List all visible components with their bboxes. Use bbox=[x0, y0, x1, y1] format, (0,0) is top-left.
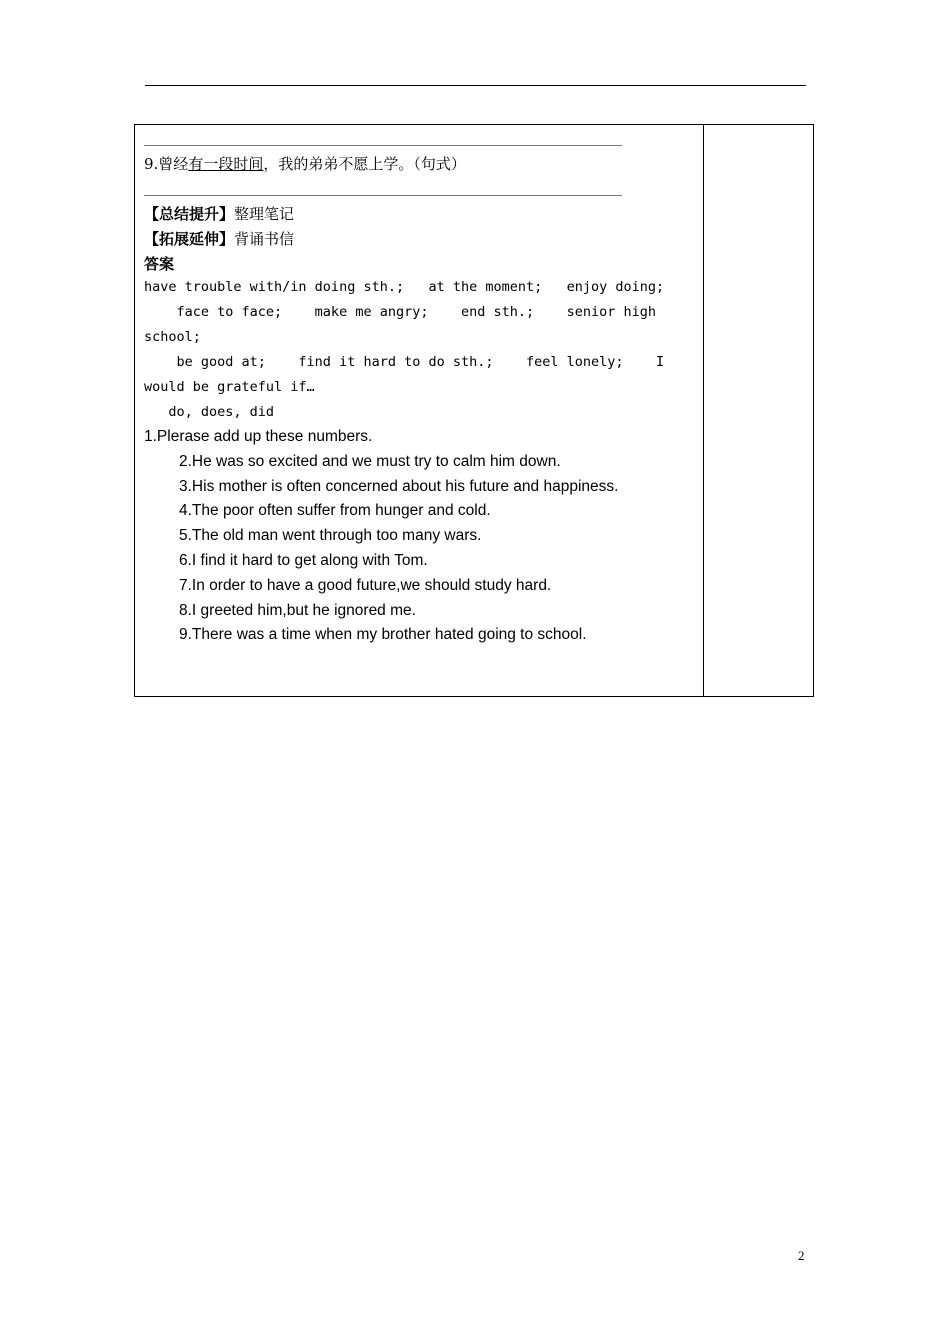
extension-line bbox=[144, 228, 294, 249]
phrase-line: do, does, did bbox=[144, 404, 275, 420]
phrase-line: have trouble with/in doing sth.; at the moment; enjoy doing; bbox=[144, 279, 665, 295]
summary-text: 整理笔记 bbox=[234, 205, 295, 223]
phrase-line: school; bbox=[144, 329, 201, 345]
summary-label: 【总结提升】 bbox=[144, 205, 235, 223]
summary-line bbox=[144, 203, 294, 224]
column-divider bbox=[703, 125, 704, 696]
sentence-item: 9.There was a time when my brother hated going to school. bbox=[179, 626, 587, 643]
extension-text: 背诵书信 bbox=[234, 230, 295, 248]
phrase-line: would be grateful if… bbox=[144, 379, 315, 395]
sentence-item: 7.In order to have a good future,we should study hard. bbox=[179, 577, 552, 594]
question-underlined: 有一段时间 bbox=[188, 155, 264, 173]
extension-label: 【拓展延伸】 bbox=[144, 230, 235, 248]
header-rule bbox=[145, 85, 806, 86]
sentence-item: 3.His mother is often concerned about his future and happiness. bbox=[179, 478, 619, 495]
sentence-item: 4.The poor often suffer from hunger and cold. bbox=[179, 502, 491, 519]
sentence-item: 5.The old man went through too many wars. bbox=[179, 527, 482, 544]
sentence-item: 8.I greeted him,but he ignored me. bbox=[179, 602, 416, 619]
answer-blank-line bbox=[144, 145, 622, 146]
question-9 bbox=[144, 153, 466, 174]
answer-title: 答案 bbox=[144, 255, 175, 273]
question-suffix: ，我的弟弟不愿上学。（句式） bbox=[263, 155, 466, 173]
sentence-item: 2.He was so excited and we must try to calm him down. bbox=[179, 453, 561, 470]
sentence-item: 1.Plerase add up these numbers. bbox=[144, 428, 373, 445]
answer-blank-line bbox=[144, 195, 622, 196]
content-table bbox=[134, 124, 814, 697]
sentence-item: 6.I find it hard to get along with Tom. bbox=[179, 552, 428, 569]
question-prefix: 9.曾经 bbox=[144, 155, 189, 173]
phrase-line: face to face; make me angry; end sth.; senior high bbox=[144, 304, 657, 320]
phrase-line: be good at; find it hard to do sth.; feel lonely; I bbox=[144, 354, 665, 370]
page-number: 2 bbox=[798, 1248, 805, 1263]
